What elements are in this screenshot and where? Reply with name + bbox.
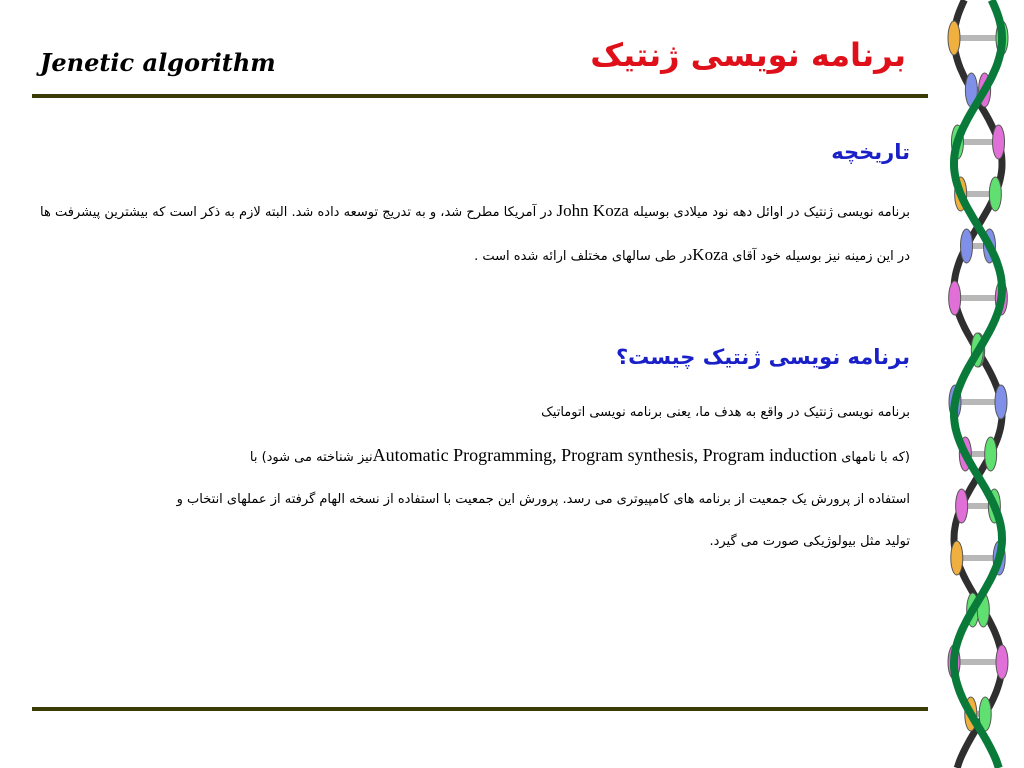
dna-bead <box>961 229 973 263</box>
dna-bead <box>993 125 1005 159</box>
definition-line-2-end: نیز شناخته می شود) با <box>249 450 373 465</box>
dna-bead <box>956 489 968 523</box>
dna-helix-icon <box>930 0 1024 768</box>
john-koza-name: John Koza <box>556 201 629 220</box>
dna-bead <box>989 177 1001 211</box>
dna-bead <box>985 437 997 471</box>
top-divider <box>32 94 928 98</box>
definition-line-2 <box>40 434 910 479</box>
programming-terms: Automatic Programming, Program synthesis, Program induction <box>372 445 838 465</box>
section-heading-history: تاریخچه <box>831 140 910 164</box>
history-paragraph <box>40 190 910 278</box>
history-text-part3: در طی سالهای مختلف ارائه شده است . <box>474 249 693 264</box>
definition-line-3: استفاده از پرورش یک جمعیت از برنامه های کامپیوتری می رسد. پرورش این جمعیت با استفاده از نسخه الهام گرفته از عملهای انتخاب و <box>176 492 910 507</box>
dna-bead <box>996 645 1008 679</box>
dna-bead <box>949 281 961 315</box>
page-title: برنامه نویسی ژنتیک <box>590 36 906 74</box>
history-text-part2: در آمریکا مطرح شد، و به تدریج توسعه داده شد. البته لازم به ذکر است که بیشترین پیشرفت ها در این زمینه نیز بوسیله خود آقای <box>40 205 910 264</box>
bottom-divider <box>32 707 928 711</box>
definition-line-2-start: (که با نامهای <box>837 450 910 465</box>
dna-bead <box>995 385 1007 419</box>
english-title: Jenetic algorithm <box>40 48 276 77</box>
definition-line-4: تولید مثل بیولوژیکی صورت می گیرد. <box>709 534 910 549</box>
dna-bead <box>951 541 963 575</box>
dna-bead <box>948 21 960 55</box>
history-text-part1: برنامه نویسی ژنتیک در اوائل دهه نود میلادی بوسیله <box>628 205 910 220</box>
section-heading-what-is: برنامه نویسی ژنتیک چیست؟ <box>615 345 910 369</box>
koza-name: Koza <box>692 245 729 264</box>
definition-line-1: برنامه نویسی ژنتیک در واقع به هدف ما، یعنی برنامه نویسی اتوماتیک <box>541 405 910 420</box>
definition-paragraph <box>40 392 910 563</box>
